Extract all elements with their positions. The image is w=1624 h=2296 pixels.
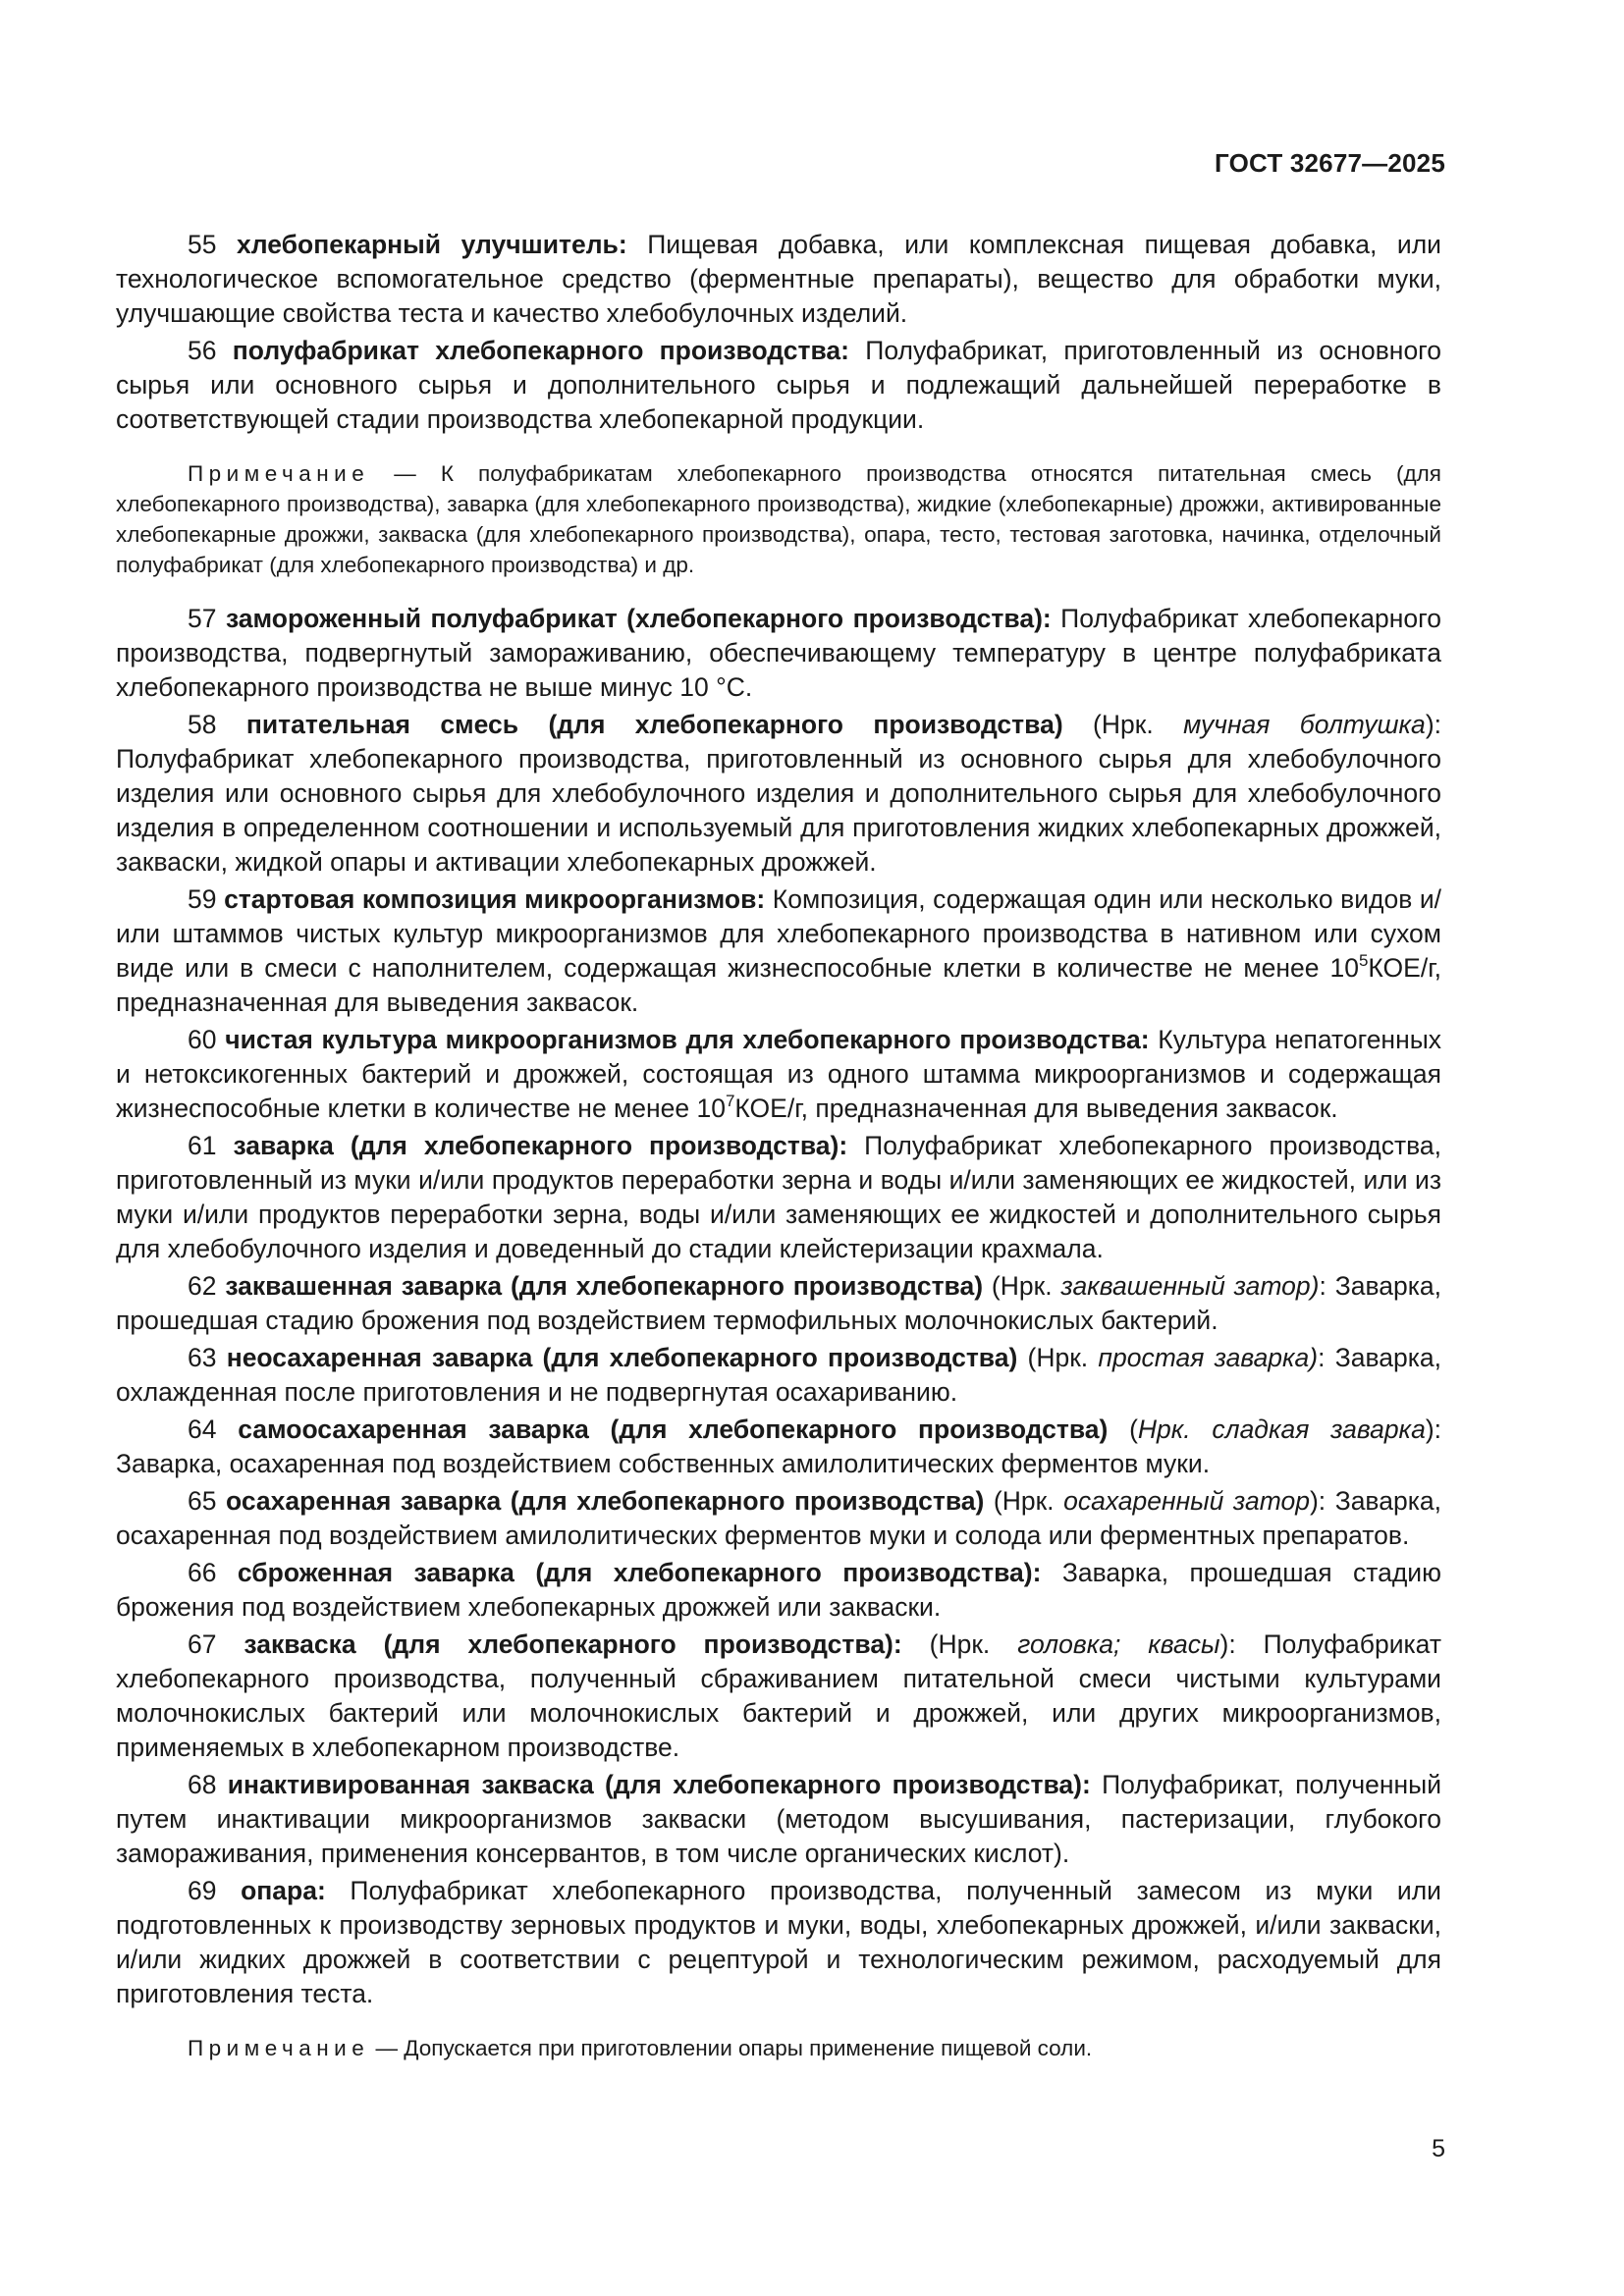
term-name: сброженная заварка (для хлебопекарного производства): bbox=[237, 1558, 1042, 1587]
term-name: чистая культура микроорганизмов для хлебопекарного производства: bbox=[225, 1025, 1150, 1054]
term-definition: Заварка, охлажденная после приготовления и не подвергнутая осахариванию. bbox=[116, 1343, 1441, 1407]
definition-tail: КОЕ/г, предназначенная для выведения заквасок. bbox=[734, 1094, 1338, 1123]
term-number: 60 bbox=[188, 1025, 217, 1054]
deprecated-suffix: : bbox=[1319, 1271, 1326, 1301]
note bbox=[116, 2033, 1441, 2063]
term-name: стартовая композиция микроорганизмов: bbox=[224, 884, 766, 914]
deprecated-suffix: : bbox=[1318, 1343, 1326, 1372]
term-definition: Культура непатогенных и нетоксикогенных бактерий и дрожжей, состоящая из одного штамма микроорганизмов и содержащая жизнеспособные клетки в количестве не менее 10 bbox=[116, 1025, 1441, 1123]
term-entry bbox=[116, 334, 1441, 437]
term-definition: Полуфабрикат хлебопекарного производства, полученный сбраживанием питательной смеси чистыми культурами молочнокислых бактерий или молочнокислых бактерий и дрожжей, или других микроорганизмов, применяемых в хлебопекарном производстве. bbox=[116, 1629, 1441, 1762]
deprecated-term: головка; квасы bbox=[1017, 1629, 1220, 1659]
term-name: заквашенная заварка (для хлебопекарного производства) bbox=[225, 1271, 984, 1301]
deprecated-term: осахаренный затор bbox=[1063, 1486, 1310, 1516]
term-number: 67 bbox=[188, 1629, 217, 1659]
term-number: 69 bbox=[188, 1876, 217, 1905]
term-number: 68 bbox=[188, 1770, 217, 1799]
deprecated-suffix: ): bbox=[1425, 710, 1441, 739]
term-definition: Пищевая добавка, или комплексная пищевая добавка, или технологическое вспомогательное средство (ферментные препараты), вещество для обработки муки, улучшающие свойства теста и качество хлебобулочных изделий. bbox=[116, 230, 1441, 328]
term-definition: Заварка, осахаренная под воздействием амилолитических ферментов муки и солода или ферментных препаратов. bbox=[116, 1486, 1441, 1550]
term-name: осахаренная заварка (для хлебопекарного производства) bbox=[226, 1486, 985, 1516]
term-number: 56 bbox=[188, 336, 217, 365]
term-entry bbox=[116, 1556, 1441, 1625]
term-number: 62 bbox=[188, 1271, 217, 1301]
term-name: самоосахаренная заварка (для хлебопекарного производства) bbox=[238, 1415, 1109, 1444]
term-name: закваска (для хлебопекарного производства): bbox=[244, 1629, 902, 1659]
note-label: Примечание bbox=[188, 2036, 370, 2060]
term-entry bbox=[116, 1413, 1441, 1481]
term-entry bbox=[116, 228, 1441, 331]
deprecated-suffix: ): bbox=[1425, 1415, 1441, 1444]
term-number: 63 bbox=[188, 1343, 217, 1372]
term-name: хлебопекарный улучшитель: bbox=[237, 230, 627, 259]
document-body bbox=[116, 228, 1441, 2085]
term-entry bbox=[116, 602, 1441, 705]
term-entry bbox=[116, 708, 1441, 880]
term-name: заварка (для хлебопекарного производства): bbox=[233, 1131, 848, 1160]
term-number: 55 bbox=[188, 230, 217, 259]
term-definition: Заварка, прошедшая стадию брожения под воздействием термофильных молочнокислых бактерий. bbox=[116, 1271, 1441, 1335]
deprecated-prefix: (Нрк. bbox=[1093, 710, 1154, 739]
deprecated-prefix: ( bbox=[1129, 1415, 1138, 1444]
term-name: полуфабрикат хлебопекарного производства: bbox=[232, 336, 849, 365]
exponent: 7 bbox=[725, 1092, 735, 1110]
exponent: 5 bbox=[1358, 951, 1369, 970]
term-definition: Полуфабрикат хлебопекарного производства, подвергнутый замораживанию, обеспечивающему температуру в центре полуфабриката хлебопекарного производства не выше минус 10 °С. bbox=[116, 604, 1441, 702]
term-entry bbox=[116, 1874, 1441, 2011]
deprecated-suffix: ): bbox=[1309, 1486, 1326, 1516]
term-name: питательная смесь (для хлебопекарного производства) bbox=[245, 710, 1063, 739]
deprecated-term: простая заварка) bbox=[1098, 1343, 1319, 1372]
definition-tail: КОЕ/г, предназначенная для выведения заквасок. bbox=[116, 953, 1441, 1017]
term-number: 66 bbox=[188, 1558, 217, 1587]
term-name: замороженный полуфабрикат (хлебопекарного производства): bbox=[225, 604, 1052, 633]
term-number: 65 bbox=[188, 1486, 217, 1516]
document-code: ГОСТ 32677—2025 bbox=[1215, 148, 1445, 178]
term-entry bbox=[116, 1341, 1441, 1410]
deprecated-prefix: (Нрк. bbox=[991, 1271, 1053, 1301]
deprecated-term: мучная болтушка bbox=[1183, 710, 1426, 739]
term-definition: Полуфабрикат, полученный путем инактивации микроорганизмов закваски (методом высушивания, пастеризации, глубокого замораживания, применения консервантов, в том числе органических кислот). bbox=[116, 1770, 1441, 1868]
deprecated-term: Нрк. сладкая заварка bbox=[1137, 1415, 1426, 1444]
term-definition: Композиция, содержащая один или несколько видов и/или штаммов чистых культур микроорганизмов для хлебопекарного производства в нативном или сухом виде или в смеси с наполнителем, содержащая жизнеспособные клетки в количестве не менее 10 bbox=[116, 884, 1442, 983]
term-number: 61 bbox=[188, 1131, 217, 1160]
term-number: 59 bbox=[188, 884, 217, 914]
note bbox=[116, 458, 1441, 580]
note-text: — К полуфабрикатам хлебопекарного производства относятся питательная смесь (для хлебопекарного производства), заварка (для хлебопекарного производства), жидкие (хлебопекарные) дрожжи, активированные хлебопекарные дрожжи, закваска (для хлебопекарного производства), опара, тесто, тестовая заготовка, начинка, отделочный полуфабрикат (для хлебопекарного производства) и др. bbox=[116, 461, 1441, 577]
note-text: — Допускается при приготовлении опары применение пищевой соли. bbox=[375, 2036, 1093, 2060]
term-definition: Полуфабрикат, приготовленный из основного сырья или основного сырья и дополнительного сырья и подлежащий дальнейшей переработке в соответствующей стадии производства хлебопекарной продукции. bbox=[116, 336, 1441, 434]
term-entry bbox=[116, 1628, 1441, 1765]
term-entry bbox=[116, 882, 1441, 1020]
term-definition: Заварка, осахаренная под воздействием собственных амилолитических ферментов муки. bbox=[116, 1449, 1211, 1478]
note-label: Примечание bbox=[188, 461, 370, 486]
term-entry bbox=[116, 1129, 1441, 1266]
deprecated-prefix: (Нрк. bbox=[1027, 1343, 1089, 1372]
term-entry bbox=[116, 1269, 1441, 1338]
deprecated-term: заквашенный затор) bbox=[1060, 1271, 1320, 1301]
deprecated-prefix: (Нрк. bbox=[993, 1486, 1055, 1516]
deprecated-prefix: (Нрк. bbox=[929, 1629, 991, 1659]
term-number: 58 bbox=[188, 710, 217, 739]
term-definition: Полуфабрикат хлебопекарного производства, полученный замесом из муки или подготовленных к производству зерновых продуктов и муки, воды, хлебопекарных дрожжей, и/или закваски, и/или жидких дрожжей в соответствии с рецептурой и технологическим режимом, расходуемый для приготовления теста. bbox=[116, 1876, 1441, 2008]
term-entry bbox=[116, 1768, 1441, 1871]
term-name: инактивированная закваска (для хлебопекарного производства): bbox=[227, 1770, 1091, 1799]
term-number: 64 bbox=[188, 1415, 217, 1444]
term-definition: Полуфабрикат хлебопекарного производства, приготовленный из муки и/или продуктов переработки зерна и воды и/или заменяющих ее жидкостей, или из муки и/или продуктов переработки зерна, воды и/или заменяющих ее жидкостей и дополнительного сырья для хлебобулочного изделия и доведенный до стадии клейстеризации крахмала. bbox=[116, 1131, 1441, 1263]
term-name: неосахаренная заварка (для хлебопекарного производства) bbox=[226, 1343, 1018, 1372]
page-number: 5 bbox=[1432, 2135, 1445, 2163]
term-entry bbox=[116, 1484, 1441, 1553]
term-entry bbox=[116, 1023, 1441, 1126]
term-definition: Полуфабрикат хлебопекарного производства, приготовленный из основного сырья для хлебобулочного изделия или основного сырья для хлебобулочного изделия и дополнительного сырья для хлебобулочного изделия в определенном соотношении и используемый для приготовления жидких хлебопекарных дрожжей, закваски, жидкой опары и активации хлебопекарных дрожжей. bbox=[116, 744, 1441, 877]
deprecated-suffix: ): bbox=[1219, 1629, 1236, 1659]
term-definition: Заварка, прошедшая стадию брожения под воздействием хлебопекарных дрожжей или закваски. bbox=[116, 1558, 1441, 1622]
term-name: опара: bbox=[241, 1876, 326, 1905]
term-number: 57 bbox=[188, 604, 217, 633]
